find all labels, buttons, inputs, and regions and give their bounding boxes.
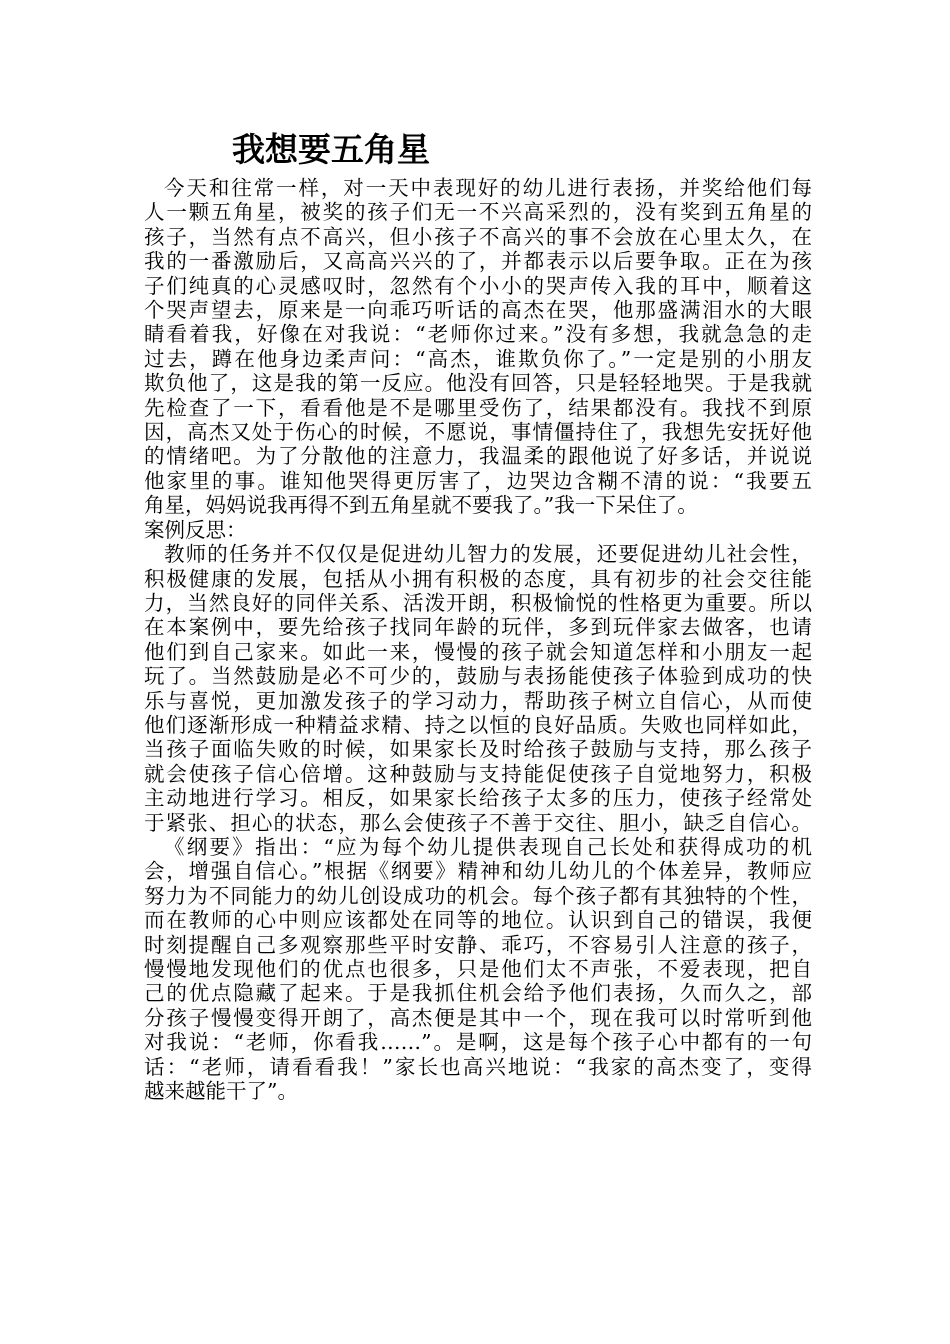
text-line: 教师的任务并不仅仅是促进幼儿智力的发展，还要促进幼儿社会性，: [164, 542, 812, 567]
text-line: 个哭声望去，原来是一向乖巧听话的高杰在哭，他那盛满泪水的大眼: [144, 298, 812, 323]
text-line: 时刻提醒自己多观察那些平时安静、乖巧，不容易引人注意的孩子，: [144, 932, 812, 957]
text-line: 在本案例中，要先给孩子找同年龄的玩伴，多到玩伴家去做客，也请: [144, 615, 812, 640]
text-line: 会，增强自信心。”根据《纲要》精神和幼儿幼儿的个体差异，教师应: [144, 859, 812, 884]
text-line: 子们纯真的心灵感叹时，忽然有个小小的哭声传入我的耳中，顺着这: [144, 273, 812, 298]
text-line: 睛看着我，好像在对我说：“老师你过来。”没有多想，我就急急的走: [144, 322, 812, 347]
text-line: 人一颗五角星，被奖的孩子们无一不兴高采烈的，没有奖到五角星的: [144, 200, 812, 225]
text-line: 今天和往常一样，对一天中表现好的幼儿进行表扬，并奖给他们每: [164, 176, 812, 200]
text-line: 案例反思：: [144, 517, 247, 542]
text-line: 他们逐渐形成一种精益求精、持之以恒的良好品质。失败也同样如此，: [144, 712, 812, 737]
text-line: 话：“老师，请看看我！”家长也高兴地说：“我家的高杰变了，变得: [144, 1054, 812, 1079]
document-title: 我想要五角星: [232, 130, 430, 169]
text-line: 他们到自己家来。如此一来，慢慢的孩子就会知道怎样和小朋友一起: [144, 639, 812, 664]
text-line: 我的一番激励后，又高高兴兴的了，并都表示以后要争取。正在为孩: [144, 249, 812, 274]
text-line: 孩子，当然有点不高兴，但小孩子不高兴的事不会放在心里太久，在: [144, 224, 812, 249]
text-line: 积极健康的发展，包括从小拥有积极的态度，具有初步的社会交往能: [144, 566, 812, 591]
text-line: 角星，妈妈说我再得不到五角星就不要我了。”我一下呆住了。: [144, 493, 698, 518]
text-line: 于紧张、担心的状态，那么会使孩子不善于交往、胆小，缺乏自信心。: [144, 810, 812, 835]
text-line: 主动地进行学习。相反，如果家长给孩子太多的压力，使孩子经常处: [144, 786, 812, 811]
text-line: 的情绪吧。为了分散他的注意力，我温柔的跟他说了好多话，并说说: [144, 444, 812, 469]
text-line: 努力为不同能力的幼儿创设成功的机会。每个孩子都有其独特的个性，: [144, 883, 812, 908]
text-line: 力，当然良好的同伴关系、活泼开朗，积极愉悦的性格更为重要。所以: [144, 590, 812, 615]
text-line: 过去，蹲在他身边柔声问：“高杰，谁欺负你了。”一定是别的小朋友: [144, 346, 812, 371]
document-body: [144, 176, 812, 1103]
text-line: 慢慢地发现他们的优点也很多，只是他们太不声张，不爱表现，把自: [144, 957, 812, 981]
text-line: 欺负他了，这是我的第一反应。他没有回答，只是轻轻地哭。于是我就: [144, 371, 812, 396]
text-line: 对我说：“老师，你看我……”。是啊，这是每个孩子心中都有的一句: [144, 1030, 812, 1055]
text-line: 分孩子慢慢变得开朗了，高杰便是其中一个，现在我可以时常听到他: [144, 1005, 812, 1030]
text-line: 就会使孩子信心倍增。这种鼓励与支持能促使孩子自觉地努力，积极: [144, 761, 812, 786]
text-line: 而在教师的心中则应该都处在同等的地位。认识到自己的错误，我便: [144, 908, 812, 933]
text-line: 己的优点隐藏了起来。于是我抓住机会给予他们表扬，久而久之，部: [144, 981, 812, 1006]
text-line: 先检查了一下，看看他是不是哪里受伤了，结果都没有。我找不到原: [144, 395, 812, 420]
text-line: 越来越能干了”。: [144, 1079, 298, 1104]
text-line: 乐与喜悦，更加激发孩子的学习动力，帮助孩子树立自信心，从而使: [144, 688, 812, 713]
text-line: 他家里的事。谁知他哭得更厉害了，边哭边含糊不清的说：“我要五: [144, 468, 812, 493]
text-line: 《纲要》指出：“应为每个幼儿提供表现自己长处和获得成功的机: [164, 834, 812, 859]
text-line: 玩了。当然鼓励是必不可少的，鼓励与表扬能使孩子体验到成功的快: [144, 664, 812, 689]
text-line: 当孩子面临失败的时候，如果家长及时给孩子鼓励与支持，那么孩子: [144, 737, 812, 762]
text-line: 因，高杰又处于伤心的时候，不愿说，事情僵持住了，我想先安抚好他: [144, 420, 812, 445]
